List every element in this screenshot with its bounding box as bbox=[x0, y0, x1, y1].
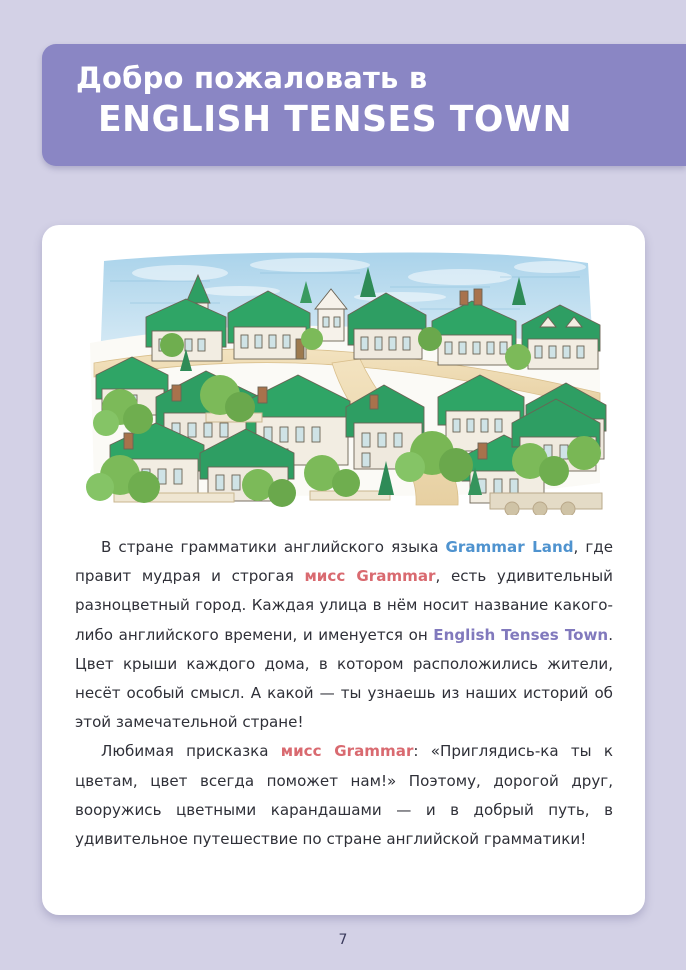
p1-seg4: . Цвет крыши каждого дома, в котором расположились жители, несёт особый смысл. А какой — ты узнаешь из наших историй об этой замечательной стране! bbox=[75, 625, 613, 732]
town-illustration-svg bbox=[60, 247, 628, 515]
content-card bbox=[42, 225, 645, 915]
paragraph-2 bbox=[75, 737, 613, 854]
page-number: 7 bbox=[338, 932, 348, 948]
miss-grammar-highlight-1: мисс Grammar bbox=[304, 567, 436, 586]
miss-grammar-highlight-2: мисс Grammar bbox=[280, 742, 414, 761]
paragraph-1 bbox=[75, 533, 613, 737]
article-body bbox=[75, 533, 613, 854]
p1-seg1: В стране грамматики английского языка bbox=[101, 538, 446, 556]
p1-seg2: , где правит мудрая и строгая bbox=[75, 538, 614, 586]
p1-seg3: , есть удивительный разноцветный город. Каждая улица в нём носит название какого-либо английского времени, и именуется он bbox=[75, 567, 613, 644]
banner-subtitle: Добро пожаловать в bbox=[76, 61, 428, 95]
p2-seg1: Любимая присказка bbox=[101, 742, 281, 761]
grammar-land-highlight: Grammar Land bbox=[445, 538, 574, 556]
arch-wall bbox=[490, 493, 602, 515]
town-illustration bbox=[60, 247, 628, 515]
banner-title: ENGLISH TENSES TOWN bbox=[98, 99, 573, 140]
welcome-banner bbox=[42, 44, 686, 166]
english-tenses-town-highlight: English Tenses Town bbox=[433, 625, 609, 644]
p2-seg2: : «Приглядись-ка ты к цветам, цвет всегда поможет нам!» Поэтому, дорогой друг, вооружись цветными карандашами — и в добрый путь, в удивительное путешествие по стране английской грамматики! bbox=[75, 742, 613, 849]
